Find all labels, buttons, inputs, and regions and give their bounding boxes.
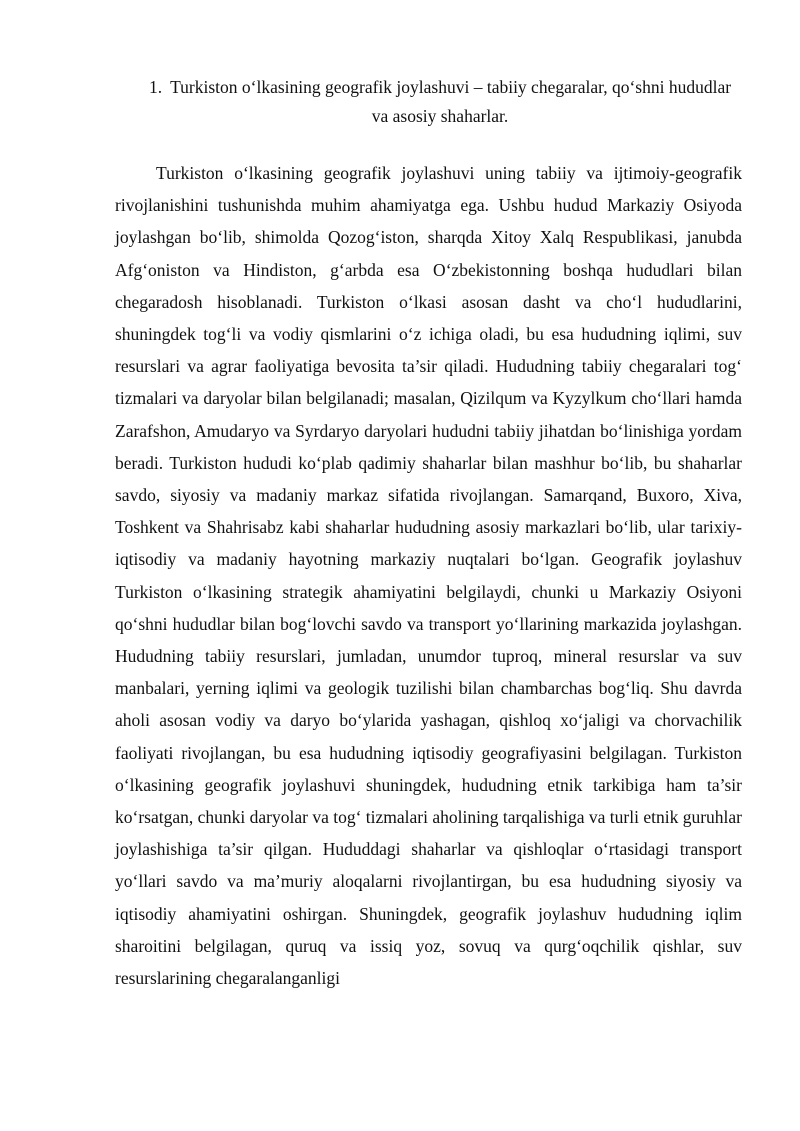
section-number: 1.	[148, 77, 163, 97]
body-paragraph: Turkiston o‘lkasining geografik joylashuvi uning tabiiy va ijtimoiy-geografik rivojlanishini tushunishda muhim ahamiyatga ega. Ushbu hudud Markaziy Osiyoda joylashgan bo‘lib, shimolda Qozog‘iston, sharqda Xitoy Xalq Respublikasi, janubda Afg‘oniston va Hindiston, g‘arbda esa O‘zbekistonning boshqa hududlari bilan chegaradosh hisoblanadi. Turkiston o‘lkasi asosan dasht va cho‘l hududlarini, shuningdek tog‘li va vodiy qismlarini o‘z ichiga oladi, bu esa hududning iqlimi, suv resurslari va agrar faoliyatiga bevosita ta’sir qiladi. Hududning tabiiy chegaralari tog‘ tizmalari va daryolar bilan belgilanadi; masalan, Qizilqum va Kyzylkum cho‘llari hamda Zarafshon, Amudaryo va Syrdaryo daryolari hududni tabiiy jihatdan bo‘linishiga yordam beradi. Turkiston hududi ko‘plab qadimiy shaharlar bilan mashhur bo‘lib, bu shaharlar savdo, siyosiy va madaniy markaz sifatida rivojlangan. Samarqand, Buxoro, Xiva, Toshkent va Shahrisabz kabi shaharlar hududning asosiy markazlari bo‘lib, ular tarixiy-iqtisodiy va madaniy hayotning markaziy nuqtalari bo‘lgan. Geografik joylashuv Turkiston o‘lkasining strategik ahamiyatini belgilaydi, chunki u Markaziy Osiyoni qo‘shni hududlar bilan bog‘lovchi savdo va transport yo‘llarining markazida joylashgan. Hududning tabiiy resurslari, jumladan, unumdor tuproq, mineral resurslar va suv manbalari, yerning iqlimi va geologik tuzilishi bilan chambarchas bog‘liq. Shu davrda aholi asosan vodiy va daryo bo‘ylarida yashagan, qishloq xo‘jaligi va chorvachilik faoliyati rivojlangan, bu esa hududning iqtisodiy geografiyasini belgilagan. Turkiston o‘lkasining geografik joylashuvi shuningdek, hududning etnik tarkibiga ham ta’sir ko‘rsatgan, chunki daryolar va tog‘ tizmalari aholining tarqalishiga va turli etnik guruhlar joylashishiga ta’sir qilgan. Hududdagi shaharlar va qishloqlar o‘rtasidagi transport yo‘llari savdo va ma’muriy aloqalarni rivojlantirgan, bu esa hududning siyosiy va iqtisodiy ahamiyatini oshirgan. Shuningdek, geografik joylashuv hududning iqlim sharoitini belgilagan, quruq va issiq yoz, sovuq va qurg‘oqchilik qishlar, suv resurslarining chegaralanganligi	[115, 163, 742, 989]
section-heading	[140, 73, 740, 131]
section-title: Turkiston o‘lkasining geografik joylashuvi – tabiiy chegaralar, qo‘shni hududlar va asosiy shaharlar.	[170, 77, 732, 126]
